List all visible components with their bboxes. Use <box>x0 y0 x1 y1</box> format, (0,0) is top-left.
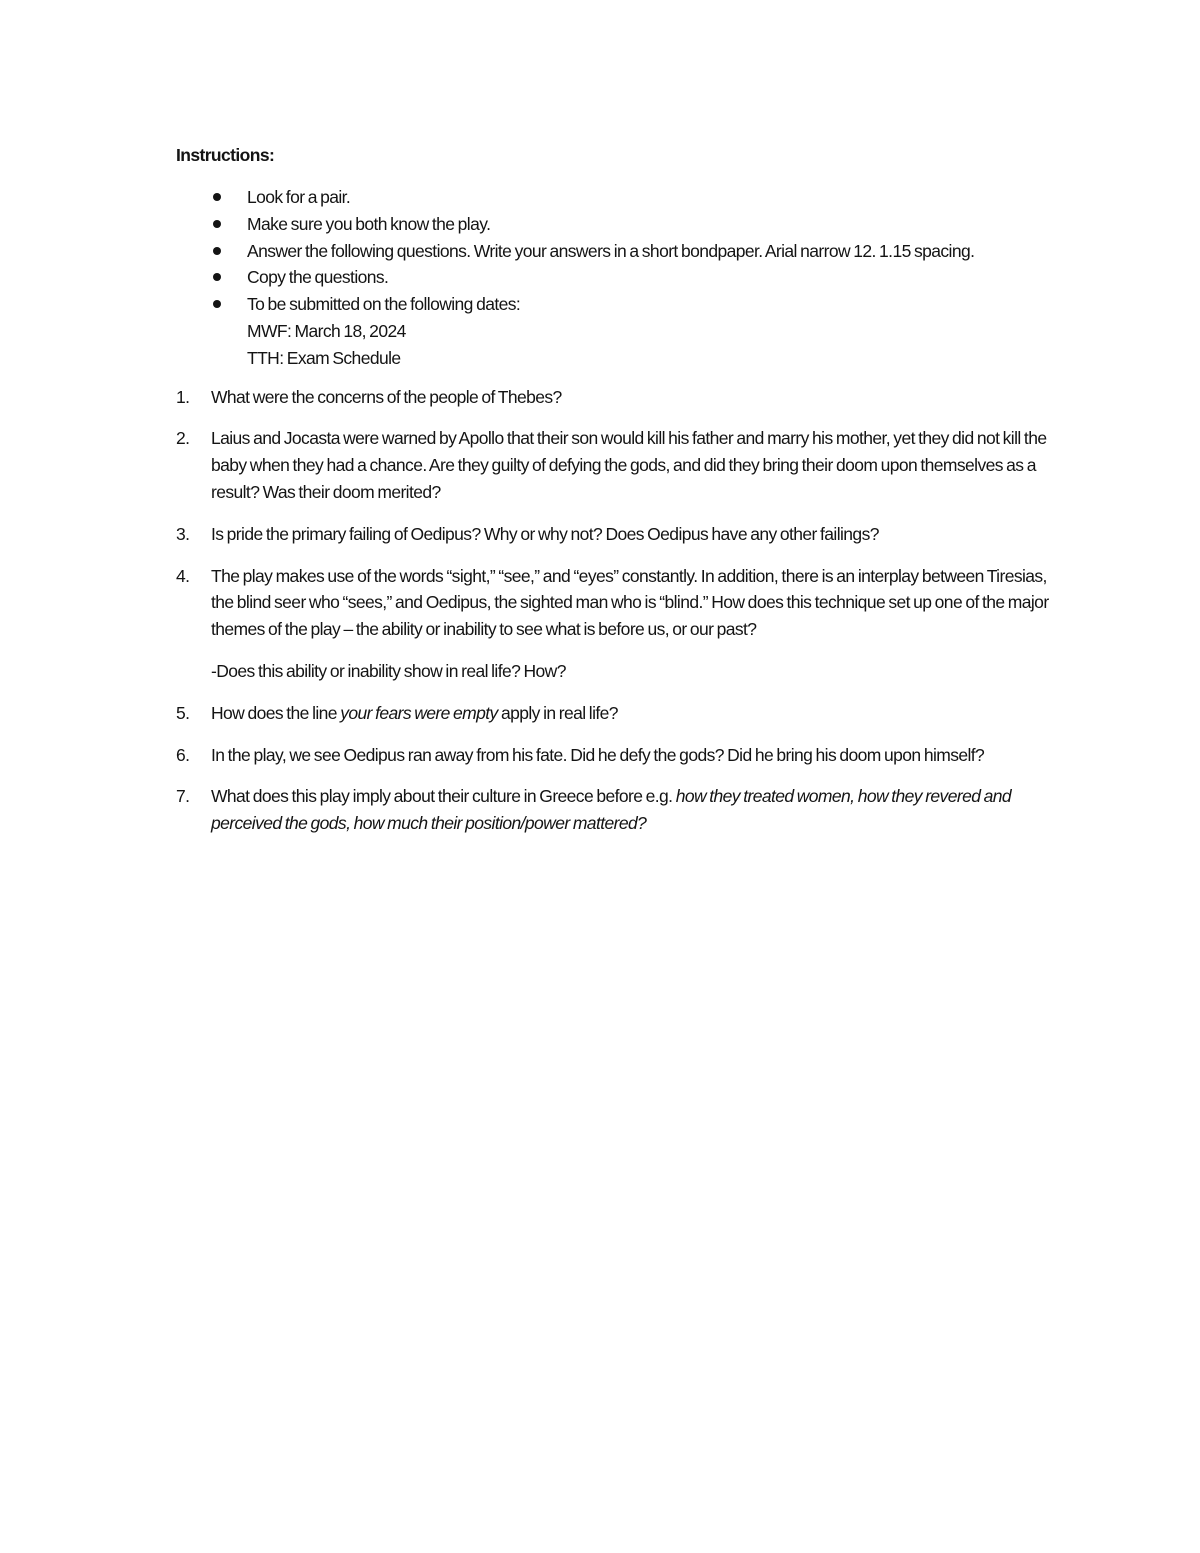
question-text: The play makes use of the words “sight,” “see,” and “eyes” constantly. In addition, there is an interplay between Tiresias, the blind seer who “sees,” and Oedipus, the sighted man who is “blind.” How does this technique set up one of the major themes of the play – the ability or inability to see what is before us, or our past? <box>211 565 1049 640</box>
question-item <box>176 425 1066 505</box>
instruction-item <box>176 264 1066 291</box>
instruction-text: Copy the questions. <box>247 267 389 288</box>
question-item <box>176 783 1066 837</box>
date-tth: TTH: Exam Schedule <box>247 347 401 368</box>
question-text: Laius and Jocasta were warned by Apollo that their son would kill his father and marry his mother, yet they did not kill the baby when they had a chance. Are they guilty of defying the gods, and did they bring their doom upon themselves as a result? Was their doom merited? <box>211 428 1047 502</box>
bullet-icon <box>213 193 221 201</box>
questions-list <box>176 384 1066 837</box>
question-item <box>176 521 1066 548</box>
question-item <box>176 742 1066 769</box>
question-item <box>176 384 1066 411</box>
question-item <box>176 563 1066 685</box>
instruction-item <box>176 291 1066 371</box>
bullet-icon <box>213 247 221 255</box>
question-text: Is pride the primary failing of Oedipus? Why or why not? Does Oedipus have any other failings? <box>211 523 879 544</box>
date-mwf: MWF: March 18, 2024 <box>247 320 406 341</box>
instruction-text: Look for a pair. <box>247 187 351 207</box>
question-text-start: How does the line <box>211 702 341 723</box>
question-number: 7. <box>176 786 190 807</box>
instruction-item <box>176 184 1066 211</box>
instruction-text: Make sure you both know the play. <box>247 213 491 234</box>
instructions-list <box>176 184 1066 372</box>
question-italic-phrase: how they treated women, how they revered and perceived the gods, how much their position/power mattered? <box>211 786 1011 834</box>
question-number: 5. <box>176 702 190 723</box>
question-italic-phrase: your fears were empty <box>340 702 498 723</box>
document-content <box>176 142 1066 852</box>
question-number: 2. <box>176 428 190 449</box>
bullet-icon <box>213 273 221 281</box>
instruction-text: Answer the following questions. Write your answers in a short bondpaper. Arial narrow 12. 1.15 spacing. <box>247 240 975 261</box>
question-text-end: apply in real life? <box>497 702 618 723</box>
instructions-heading: Instructions: <box>176 145 275 165</box>
question-number: 3. <box>176 523 190 544</box>
question-text: What were the concerns of the people of Thebes? <box>211 386 562 407</box>
bullet-icon <box>213 220 221 228</box>
question-item <box>176 700 1066 727</box>
instruction-text: To be submitted on the following dates: <box>247 294 521 315</box>
bullet-icon <box>213 300 221 308</box>
question-number: 1. <box>176 386 190 407</box>
question-number: 6. <box>176 744 190 765</box>
question-number: 4. <box>176 565 190 586</box>
question-subquestion: -Does this ability or inability show in real life? How? <box>211 660 566 681</box>
question-text-start: What does this play imply about their culture in Greece before e.g. <box>211 786 676 807</box>
instruction-item <box>176 211 1066 238</box>
question-text: In the play, we see Oedipus ran away from his fate. Did he defy the gods? Did he bring his doom upon himself? <box>211 744 985 765</box>
instruction-item <box>176 238 1066 265</box>
